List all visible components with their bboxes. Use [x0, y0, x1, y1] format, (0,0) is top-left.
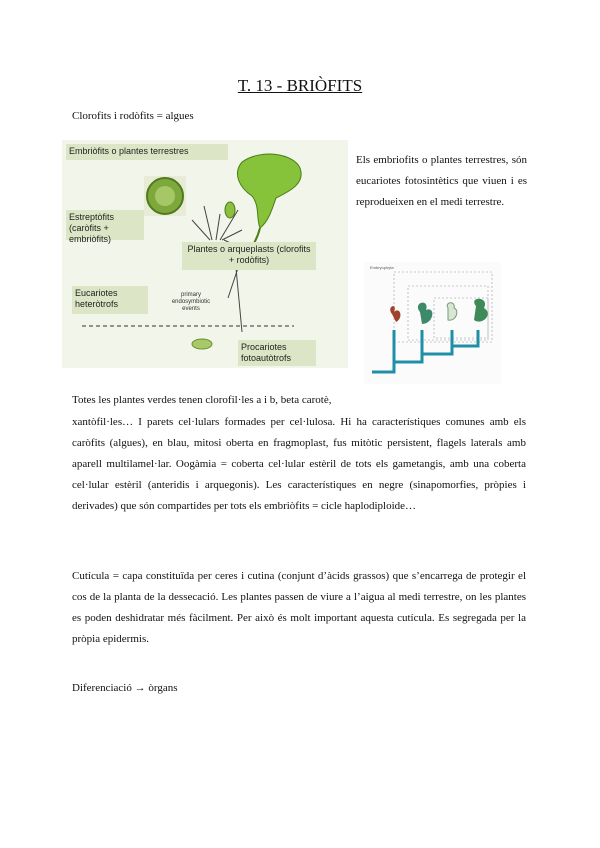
tree-branches — [372, 330, 478, 372]
red-alga-image — [390, 306, 400, 322]
box-estreptofits: Estreptòfits (caròfits + embriòfits) — [66, 210, 144, 240]
prokaryote-cell-image — [192, 339, 212, 349]
phylogenetic-tree-figure — [364, 262, 501, 384]
small-alga-image — [225, 202, 235, 218]
label-events: primary endosymbiotic events — [171, 292, 211, 312]
land-plant-image — [474, 299, 488, 322]
subtitle: Clorofits i rodòfits = algues — [72, 110, 194, 122]
paragraph-2: Cutícula = capa constituïda per ceres i cutina (conjunt d’àcids grassos) que s’encarrega de protegir el cos de la planta de la dessecació. Les plantes passen de viure a l’aigua al medi terrestre, on les plantes es poden deshidratar més fàcilment. Per això és molt important aquesta cutícula. Es segregada per la pròpia epidermis. — [72, 570, 526, 645]
page-title: T. 13 - BRIÒFITS — [237, 76, 363, 95]
liverwort-plant-image — [237, 154, 301, 228]
charophyte-image — [447, 303, 457, 321]
box-procariotes: Procariotes fotoautòtrofs — [238, 340, 316, 366]
phylogenetic-tree-graphics — [364, 262, 501, 384]
green-alga-image — [418, 303, 432, 324]
box-embriofits: Embriòfits o plantes terrestres — [66, 144, 228, 160]
box-eucariotes: Eucariotes heteròtrofs — [72, 286, 148, 314]
paragraph-1-first-line: Totes les plantes verdes tenen clorofil·les a i b, beta carotè, — [72, 394, 332, 406]
intro-paragraph: Els embriofits o plantes terrestres, són eucariotes fotosintètics que viuen i es reprodueixen en el medi terrestre. — [356, 154, 527, 208]
box-plantes: Plantes o arqueplasts (clorofits + rodòfits) — [182, 242, 316, 270]
tree-label: Embryophyta — [370, 265, 394, 270]
paragraph-3: Diferenciació → òrgans — [72, 682, 178, 694]
paragraph-1-body: xantòfil·les… I parets cel·lulars formades per cel·lulosa. Hi ha característiques comunes amb els caròfits (algues), en blau, mitosi oberta en fragmoplast, fus mitòtic persistent, flagels laterals amb aparell multilamel·lar. Oogàmia = coberta cel·lular estèril de tots els gametangis, amb una coberta cel·lular estèril (anteridis i arquegonis). Les característiques en negre (sinapomorfies, pròpies i derivades) que són compartides per tots els embriòfits = cicle haplodiploide… — [72, 416, 526, 512]
algae-cell-core — [155, 186, 175, 206]
evolution-figure — [62, 140, 348, 368]
